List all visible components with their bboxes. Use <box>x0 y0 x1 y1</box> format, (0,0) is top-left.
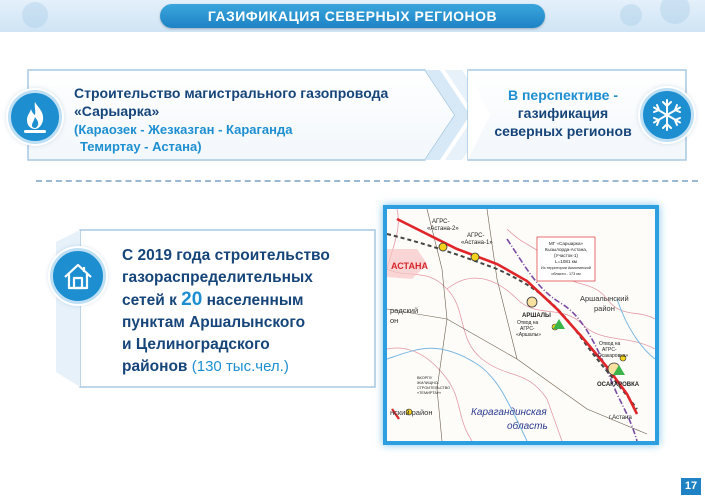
page-title: ГАЗИФИКАЦИЯ СЕВЕРНЫХ РЕГИОНОВ <box>207 8 498 24</box>
label-mg-b: Кызылорда-Астана, <box>544 247 588 252</box>
gas-pipeline-map <box>383 205 659 445</box>
label-arshaly: АРШАЛЫ <box>522 313 551 319</box>
label-to-astana: г.Астана <box>609 415 632 421</box>
perspective-line1: В перспективе - <box>507 87 619 103</box>
agrs-astana2-marker <box>439 243 447 251</box>
pipeline-title-line2: «Сарыарка» <box>74 103 160 119</box>
label-sad-d: «ТЕМИРТАУ» <box>417 391 442 395</box>
perspective-line2: газификация <box>517 105 609 121</box>
agrs-astana1-marker <box>471 253 479 261</box>
networks-line2: газораспределительных <box>122 269 313 286</box>
label-otvod-os-c: «Осакаровка» <box>595 353 629 359</box>
pipeline-title-line1: Строительство магистрального газопровода <box>74 85 389 101</box>
label-sad-c: СТРОИТЕЛЬСТВО <box>417 386 451 390</box>
settlements-count: 20 <box>181 289 203 310</box>
networks-line5: и Целиноградского <box>122 336 270 353</box>
label-mg-f: области - 173 км <box>551 272 581 276</box>
label-agrs-astana1-a: АГРС- <box>467 233 485 239</box>
label-karaganda-oblast: область <box>507 421 548 432</box>
perspective-line3: северных регионов <box>494 123 632 139</box>
map-canvas <box>387 209 655 441</box>
population-note: (130 тыс.чел.) <box>191 358 289 375</box>
label-arshalynsky: Аршалынский <box>580 294 629 303</box>
snowflake-icon-circle <box>640 88 694 142</box>
house-icon <box>53 251 103 301</box>
label-agrs-astana2-a: АГРС- <box>432 219 450 225</box>
networks-line3 <box>122 289 330 312</box>
page-number: 17 <box>681 478 701 495</box>
label-otvod-os-b: АГРС- <box>602 347 617 353</box>
label-sad-a: ВКОРПУ <box>417 376 433 380</box>
networks-line6-a: районов <box>122 358 192 375</box>
route-line1: (Караозек - Жезказган - Караганда <box>74 122 293 137</box>
label-otvod-arshaly-a: Отвод на <box>517 320 539 326</box>
label-mg-e: Из территории Акмолинской <box>541 266 591 270</box>
frost-decoration <box>22 2 48 28</box>
route-line2: Темиртау - Астана) <box>80 139 202 154</box>
label-mg-a: МГ «Сарыарка» <box>548 241 584 246</box>
label-mg-d: L=1081 км <box>555 259 577 264</box>
networks-line6 <box>122 356 330 378</box>
label-astana: АСТАНА <box>391 261 428 271</box>
house-icon-circle <box>50 248 106 304</box>
gas-icon-circle <box>8 90 62 144</box>
networks-line3-a: сетей к <box>122 292 182 309</box>
arshaly-marker <box>527 297 537 307</box>
networks-line1: С 2019 года строительство <box>122 247 330 264</box>
label-otvod-os-a: Отвод на <box>599 341 621 347</box>
label-mg-c: (Участок-1) <box>554 253 578 258</box>
label-otvod-arshaly-b: АГРС- <box>520 326 535 332</box>
label-karaganda: Карагандинская <box>471 407 547 418</box>
label-gradsky-b: он <box>390 316 399 325</box>
label-sad-b: ЖИЛИЩНО- <box>417 381 439 385</box>
label-agrs-astana1-b: «Астана-1» <box>461 240 493 246</box>
frost-decoration <box>620 4 642 26</box>
label-agrs-astana2-b: «Астана-2» <box>427 226 459 232</box>
label-gradsky-a: радский <box>390 306 419 315</box>
label-nsky: нский район <box>390 408 433 417</box>
perspective-text <box>478 86 648 140</box>
section-divider <box>36 180 698 182</box>
snowflake-icon <box>643 91 691 139</box>
label-otvod-arshaly-c: «Аршалы» <box>516 332 541 338</box>
label-osakarovka: ОСАКАРОВКА <box>597 382 640 388</box>
networks-line3-b: населенным <box>202 292 304 309</box>
label-arshalynsky-rayon: район <box>594 304 615 313</box>
gas-flame-icon <box>11 93 59 141</box>
networks-line4: пунктам Аршалынского <box>122 314 306 331</box>
networks-text <box>122 245 330 378</box>
